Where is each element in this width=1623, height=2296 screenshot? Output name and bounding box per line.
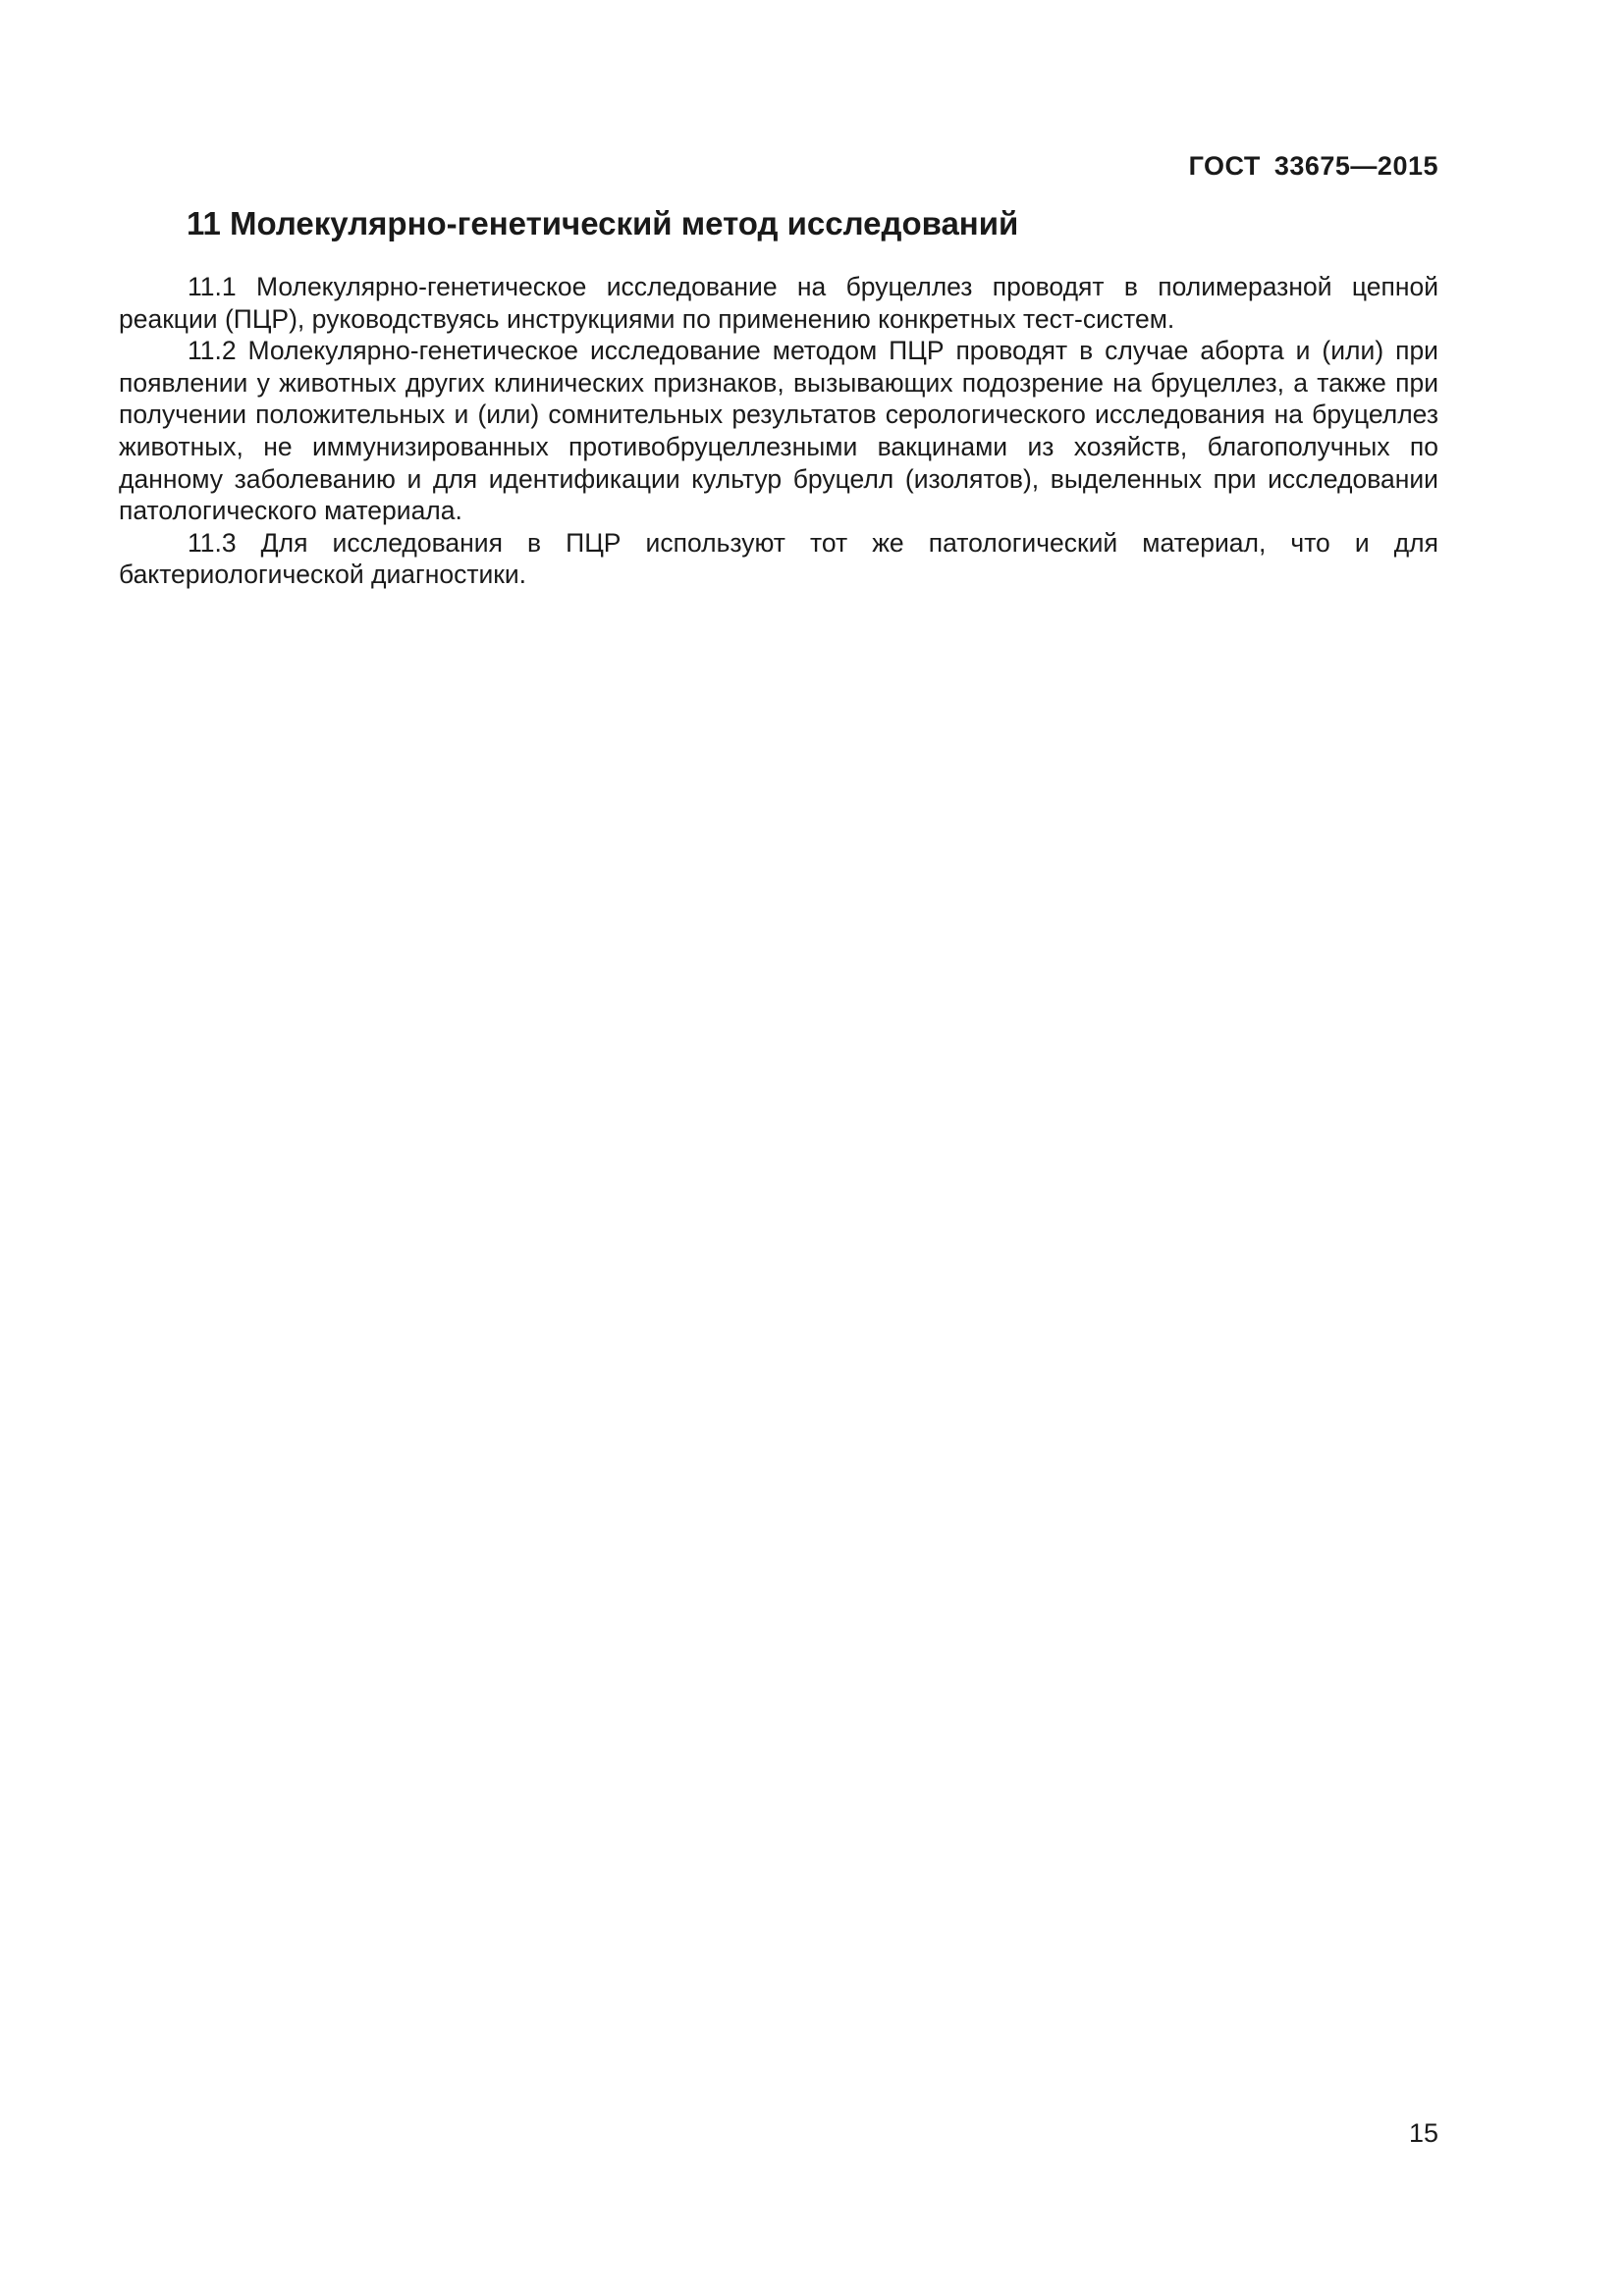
section-body: [119, 271, 1438, 591]
paragraph-11-3: 11.3 Для исследования в ПЦР используют тот же патологический материал, что и для бактериологической диагностики.: [119, 527, 1438, 590]
section-title: 11 Молекулярно-генетический метод исследований: [187, 205, 1019, 241]
paragraph-11-1: 11.1 Молекулярно-генетическое исследование на бруцеллез проводят в полимеразной цепной реакции (ПЦР), руководствуясь инструкциями по применению конкретных тест-систем.: [119, 272, 1438, 334]
page-number: 15: [1408, 2118, 1438, 2148]
document-code: ГОСТ 33675—2015: [1188, 151, 1438, 181]
paragraph-11-2: 11.2 Молекулярно-генетическое исследование методом ПЦР проводят в случае аборта и (или) при появлении у животных других клинических признаков, вызывающих подозрение на бруцеллез, а также при получении положительных и (или) сомнительных результатов серологического исследования на бруцеллез животных, не иммунизированных противобруцеллезными вакцинами из хозяйств, благополучных по данному заболеванию и для идентификации культур бруцелл (изолятов), выделенных при исследовании патологического материала.: [119, 336, 1438, 526]
